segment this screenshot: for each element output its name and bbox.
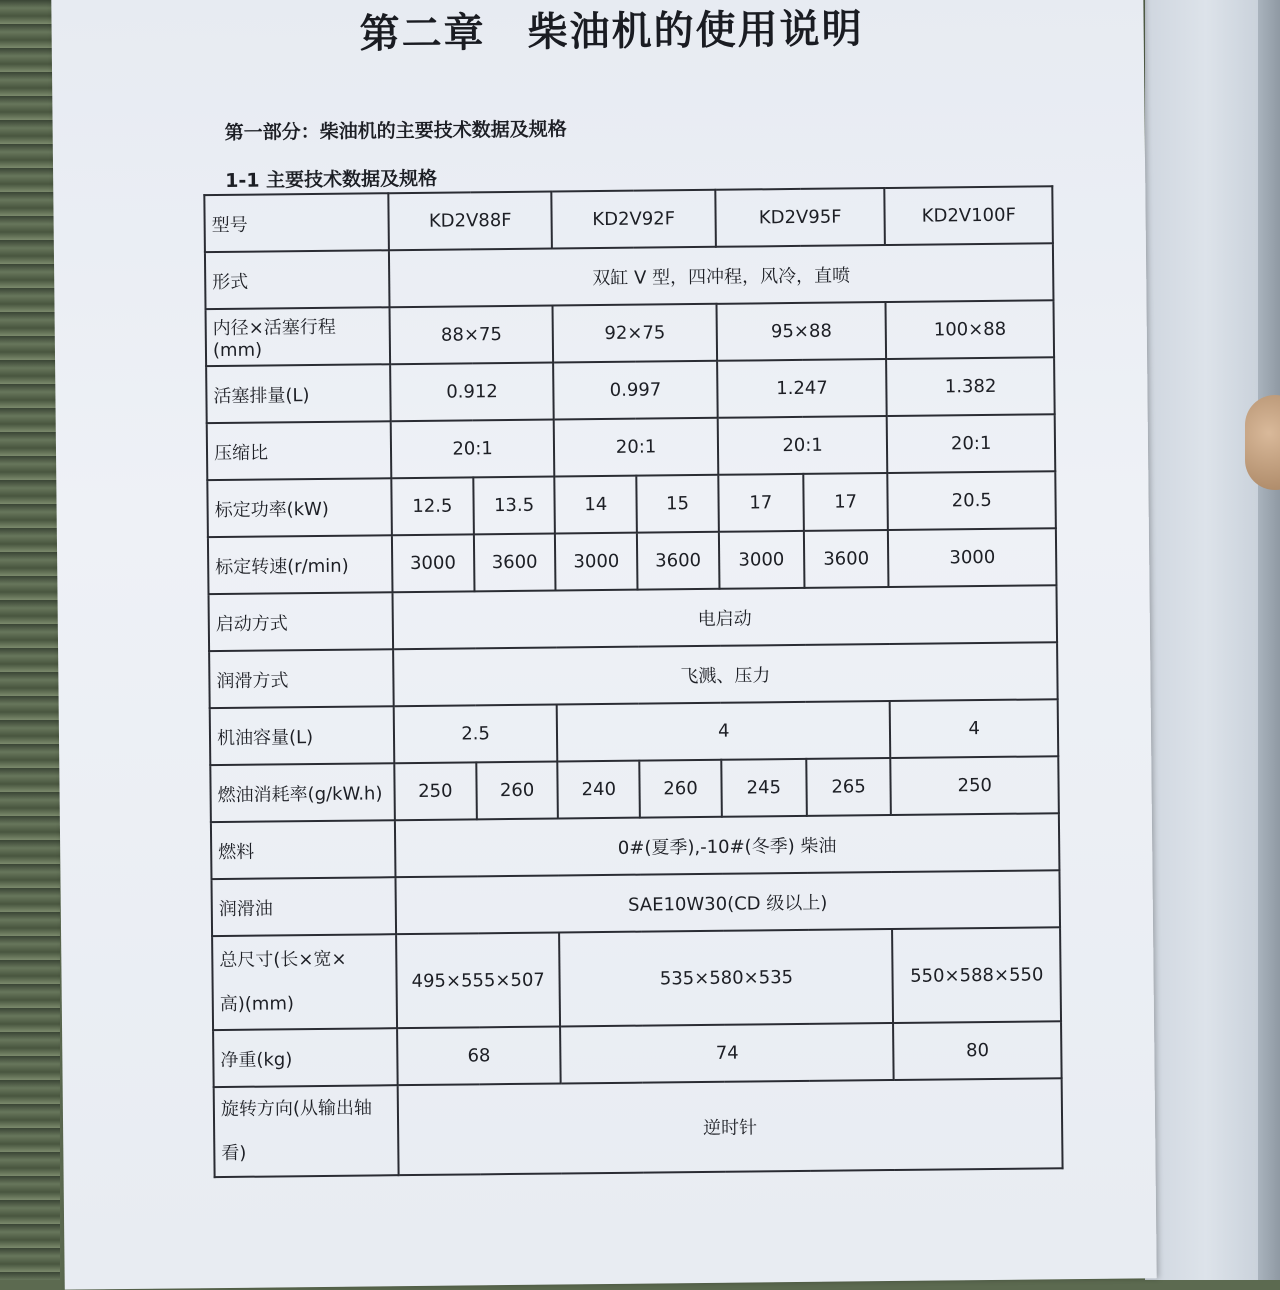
table-cell: 20:1 [718,416,888,475]
table-cell: 100×88 [886,300,1054,359]
background-grass [0,0,60,1280]
table-cell: 3600 [637,532,719,590]
spec-table [203,185,1063,1178]
table-cell: 3600 [474,534,556,592]
table-cell: 0.912 [390,363,554,422]
table-row-compression [207,414,1056,480]
row-label: 形式 [205,250,389,309]
table-cell: 13.5 [473,477,555,535]
table-cell: 95×88 [716,302,886,361]
model-header: KD2V100F [885,186,1053,245]
table-row-rated-power [207,471,1056,537]
table-cell: 20:1 [887,414,1055,473]
table-cell: 80 [893,1021,1061,1080]
model-header: KD2V95F [715,188,885,247]
table-cell: 88×75 [389,306,553,365]
table-cell: 1.382 [887,357,1055,416]
manual-page [51,0,1156,1290]
table-cell: 20:1 [554,418,718,477]
table-row-form [205,243,1054,309]
row-label: 净重(kg) [213,1028,397,1087]
table-cell: 17 [803,473,888,531]
table-cell: 74 [560,1023,894,1083]
table-cell: 逆时针 [398,1078,1063,1175]
table-cell: 3000 [392,534,474,592]
table-cell: 250 [891,756,1059,815]
table-cell: 3000 [555,533,637,591]
row-label: 活塞排量(L) [206,364,390,423]
table-cell: 17 [718,474,803,532]
table-cell: 535×580×535 [559,929,893,1026]
table-cell: 20:1 [391,420,555,479]
table-cell: SAE10W30(CD 级以上) [395,870,1060,934]
table-row-rotation [214,1078,1063,1177]
table-cell: 260 [639,760,721,818]
table-cell: 265 [806,758,891,816]
row-label-line: 高)(mm) [219,993,295,1016]
row-label [214,1085,399,1177]
table-row-oil-capacity [210,699,1059,765]
row-label: 标定功率(kW) [207,478,391,537]
table-cell: 15 [636,475,718,533]
chapter-title: 第二章 柴油机的使用说明 [359,6,864,58]
row-label: 润滑方式 [209,649,393,708]
table-cell: 92×75 [553,304,717,363]
table-cell: 245 [721,759,806,817]
table-cell: 20.5 [888,471,1056,530]
part-title: 第一部分：柴油机的主要技术数据及规格 [224,118,567,144]
background-edge [1258,0,1280,1280]
row-label-line: 看) [221,1142,247,1165]
table-cell: 250 [394,762,476,820]
table-cell: 495×555×507 [396,932,560,1028]
table-cell: 3600 [804,530,889,588]
row-label-line: 旋转方向(从输出轴 [220,1097,373,1121]
row-label: 燃油消耗率(g/kW.h) [210,763,394,822]
table-cell: 0.997 [553,361,717,420]
table-cell: 飞溅、压力 [393,642,1058,706]
table-cell: 12.5 [391,477,473,535]
row-label: 型号 [204,193,388,252]
table-row-fuel [211,813,1060,879]
model-header: KD2V92F [552,190,716,249]
table-cell: 240 [558,761,640,819]
row-label: 启动方式 [209,592,393,651]
row-label [212,934,397,1030]
row-label: 机油容量(L) [210,706,394,765]
row-label: 燃料 [211,820,395,879]
table-cell: 3000 [888,528,1056,587]
table-row-start [209,585,1058,651]
table-row-fuel-consumption [210,756,1059,822]
table-cell: 3000 [719,531,804,589]
row-label: 标定转速(r/min) [208,535,392,594]
table-row-dimensions [212,927,1061,1030]
table-cell: 68 [397,1026,561,1085]
table-row-lubrication [209,642,1058,708]
model-header: KD2V88F [388,192,552,251]
table-row-displacement [206,357,1055,423]
row-label: 润滑油 [211,877,395,936]
row-label-line: 总尺寸(长×宽× [219,948,347,972]
table-row-bore-stroke [206,300,1055,366]
table-cell: 14 [555,476,637,534]
table-cell: 4 [890,699,1058,758]
finger-holding-page [1245,395,1280,490]
table-cell: 1.247 [717,359,887,418]
table-cell: 4 [557,701,891,761]
table-cell: 电启动 [392,585,1057,649]
row-label: 压缩比 [207,421,391,480]
table-cell: 260 [476,761,558,819]
table-row-model [204,186,1053,252]
table-cell: 2.5 [394,704,558,763]
table-row-rated-speed [208,528,1057,594]
row-label: 内径×活塞行程(mm) [206,307,390,366]
section-title: 1-1 主要技术数据及规格 [225,167,438,192]
table-row-net-weight [213,1021,1062,1087]
table-row-lube-oil [211,870,1060,936]
table-cell: 550×588×550 [892,927,1061,1023]
table-cell: 0#(夏季),-10#(冬季) 柴油 [395,813,1060,877]
table-cell: 双缸 V 型，四冲程，风冷，直喷 [389,243,1054,307]
